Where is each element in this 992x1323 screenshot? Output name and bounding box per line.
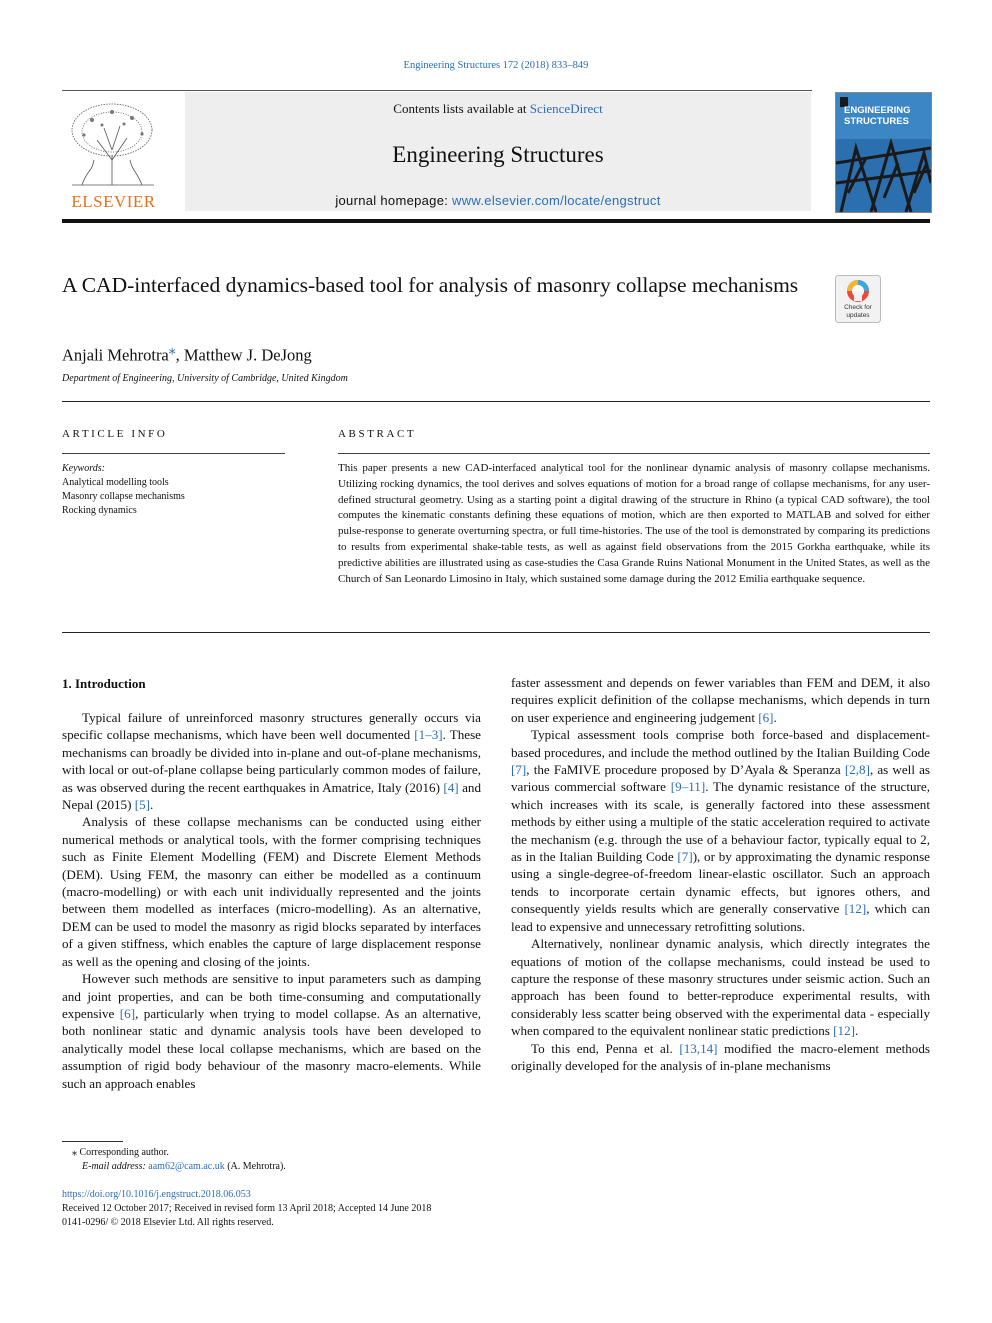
text-run: and Nepal (2015) bbox=[62, 779, 481, 813]
keyword-item: Analytical modelling tools bbox=[62, 477, 169, 488]
abstract-rule bbox=[338, 453, 930, 454]
bibliographic-info bbox=[62, 1188, 431, 1230]
citation-link[interactable]: [12] bbox=[833, 1023, 855, 1039]
paragraph bbox=[511, 726, 930, 935]
citation-link[interactable]: [2,8] bbox=[844, 762, 870, 778]
elsevier-wordmark: ELSEVIER bbox=[71, 192, 156, 211]
article-info-heading: ARTICLE INFO bbox=[62, 428, 168, 440]
citation-link[interactable]: [6] bbox=[758, 709, 774, 725]
header-top-rule bbox=[62, 90, 812, 91]
article-title: A CAD-interfaced dynamics-based tool for analysis of masonry collapse mechanisms bbox=[62, 273, 799, 297]
corresponding-author-note bbox=[62, 1146, 286, 1160]
author-2: Matthew J. DeJong bbox=[183, 345, 312, 365]
text-run: . bbox=[150, 797, 154, 813]
text-run: To this end, Penna et al. bbox=[531, 1040, 680, 1056]
paragraph: Analysis of these collapse mechanisms can be conducted using either numerical methods or analytical tools, with the former comprising techniques such as Finite Element Modelling (FEM) and Discrete Element Methods (DEM). Using FEM, the masonry can either be modelled as a continuum (macro-modelling) or with each unit individually represented and the joints between them modelled as interfaces (micro-modelling). As an alternative, DEM can be used to model the masonry as rigid blocks separated by interfaces of a given stiffness, which enables the capture of large displacement response as well as the opening and closing of the joints. bbox=[62, 814, 481, 969]
email-link[interactable]: aam62@cam.ac.uk bbox=[148, 1161, 225, 1172]
footnote-text: Corresponding author. bbox=[77, 1147, 169, 1158]
keywords-block bbox=[62, 462, 185, 518]
text-run: Typical assessment tools comprise both force-based and displacement-based procedures, and include the method outlined by the Italian Building Code bbox=[511, 727, 930, 760]
cover-title-line2: STRUCTURES bbox=[844, 116, 909, 127]
paragraph bbox=[511, 1040, 930, 1075]
text-run: . bbox=[854, 1023, 859, 1039]
journal-citation-link[interactable]: Engineering Structures 172 (2018) 833–849 bbox=[403, 60, 589, 71]
cover-title-line1: ENGINEERING bbox=[844, 105, 911, 116]
email-note bbox=[62, 1160, 286, 1174]
text-run: faster assessment and depends on fewer variables than FEM and DEM, it also requires explicit definition of the collapse mechanisms, which depends in turn on user experience and engineering judgement bbox=[511, 675, 930, 725]
keyword-item: Rocking dynamics bbox=[62, 505, 137, 516]
contents-line bbox=[185, 101, 811, 117]
text-run: modified the macro-element methods originally developed for the analysis of in-plane mechanisms bbox=[511, 1040, 930, 1073]
journal-cover[interactable] bbox=[835, 92, 932, 213]
author-list bbox=[62, 342, 312, 366]
citation-link[interactable]: [7] bbox=[677, 849, 693, 865]
running-header[interactable] bbox=[0, 60, 992, 71]
abstract-text: This paper presents a new CAD-interfaced analytical tool for the nonlinear dynamic analysis of masonry collapse mechanisms. Utilizing rocking dynamics, the tool derives and solves equations of motion for a broad range of collapse mechanisms, for any user-defined structural geometry. Using as a starting point a digital drawing of the structure in Rhino (a typical CAD software), the tool computes the kinematic constants defining these equations of motion, which are then exported to MATLAB and solved for either pulse-response to generate overturning spectra, or full time-histories. The use of the tool is demonstrated by comparing its predictions to results from experimental shake-table tests, as well as against field observations from the 2015 Gorkha earthquake, while its predictive abilities are illustrated using as case-studies the Casa Grande Ruins National Monument in the United States, as well as the Church of San Leonardo Limosino in Italy, which sustained some damage during the 2012 Emilia earthquake sequence. bbox=[338, 462, 930, 585]
header-thick-rule bbox=[62, 219, 930, 223]
body-column-left bbox=[62, 709, 481, 1092]
paragraph bbox=[62, 970, 481, 1092]
email-label: E-mail address: bbox=[82, 1161, 149, 1172]
citation-link[interactable]: [5] bbox=[134, 797, 151, 813]
cover-title bbox=[844, 105, 911, 127]
journal-homepage bbox=[185, 193, 811, 208]
text-run: , which can lead to expensive and unnecessary retrofitting solutions. bbox=[511, 901, 930, 934]
citation-link[interactable]: [4] bbox=[443, 779, 459, 795]
corresponding-author-mark[interactable]: ⁎ bbox=[168, 342, 176, 357]
text-run: . bbox=[773, 709, 777, 725]
citation-link[interactable]: [6] bbox=[119, 1005, 136, 1021]
crossmark-label-line1: Check for bbox=[844, 304, 872, 311]
email-owner: (A. Mehrotra). bbox=[224, 1161, 286, 1172]
dates-line: Received 12 October 2017; Received in revised form 13 April 2018; Accepted 14 June 2018 bbox=[62, 1203, 432, 1214]
homepage-link[interactable]: www.elsevier.com/locate/engstruct bbox=[452, 193, 661, 208]
keywords-label: Keywords: bbox=[62, 463, 105, 474]
abstract-heading: ABSTRACT bbox=[338, 428, 417, 440]
footnote-rule bbox=[62, 1141, 123, 1142]
rule-above-info bbox=[62, 401, 930, 402]
homepage-prefix: journal homepage: bbox=[335, 193, 453, 208]
text-run: Alternatively, nonlinear dynamic analysis, which directly integrates the equations of motion of the collapse mechanisms, could instead be used to capture the response of these masonry structures under seismic action. Such an approach has been found to better-reproduce experimental results, with considerably less scatter being observed with the experimental data - especially when compared to the equivalent nonlinear static predictions bbox=[511, 936, 930, 1039]
doi-link[interactable]: https://doi.org/10.1016/j.engstruct.2018.06.053 bbox=[62, 1189, 251, 1200]
text-run: , the FaMIVE procedure proposed by D’Ayala & Speranza bbox=[526, 762, 845, 778]
body-column-right bbox=[511, 674, 930, 1074]
check-for-updates-badge[interactable] bbox=[835, 275, 881, 323]
paragraph bbox=[511, 674, 930, 726]
footnote-mark: ⁎ bbox=[72, 1147, 77, 1158]
paragraph bbox=[62, 709, 481, 813]
rule-below-abstract bbox=[62, 632, 930, 633]
section-heading-introduction: 1. Introduction bbox=[62, 676, 146, 691]
text-run: , as well as various commercial software bbox=[511, 762, 931, 795]
citation-link[interactable]: [1–3] bbox=[414, 727, 443, 743]
citation-link[interactable]: [7] bbox=[511, 762, 527, 778]
journal-name: Engineering Structures bbox=[392, 142, 604, 167]
text-run: ), or by approximating the dynamic response using a single-degree-of-freedom linear-elastic oscillator. Such an approach tends to incorporate certain dynamic effects, but ignores others, and consequently yields results which are generally conservative bbox=[511, 849, 930, 917]
copyright-line: 0141-0296/ © 2018 Elsevier Ltd. All rights reserved. bbox=[62, 1217, 274, 1228]
author-separator: , bbox=[175, 345, 184, 365]
paragraph bbox=[511, 935, 930, 1039]
crossmark-label bbox=[835, 304, 881, 319]
sciencedirect-link[interactable]: ScienceDirect bbox=[529, 101, 603, 116]
text-run: . The dynamic resistance of the structure, which increases with its scale, is generally factored into these assessment methods by either using a multiple of the static acceleration required to activate the mechanism (e.g. through the use of a behaviour factor, typically equal to 2, as in the Italian Building Code bbox=[511, 779, 930, 865]
author-1: Anjali Mehrotra bbox=[62, 345, 169, 365]
contents-prefix: Contents lists available at bbox=[393, 101, 530, 116]
text-run: , particularly when trying to model collapse. As an alternative, both nonlinear static and dynamic analysis tools have been developed to analytically model these local collapse mechanisms, which are based on the assumption of rigid body behaviour of the masonry macro-elements. While such an approach enables bbox=[62, 1005, 481, 1091]
text-run: . These mechanisms can broadly be divided into in-plane and out-of-plane mechanisms, with local or out-of-plane collapse being particularly common modes of failure, as was observed during the recent earthquakes in Amatrice, Italy (2016) bbox=[62, 727, 481, 795]
affiliation: Department of Engineering, University of Cambridge, United Kingdom bbox=[62, 373, 348, 384]
text-run: Typical failure of unreinforced masonry structures generally occurs via specific collapse mechanisms, which have been well documented bbox=[62, 710, 481, 743]
footnotes bbox=[62, 1146, 286, 1174]
citation-link[interactable]: [12] bbox=[844, 901, 867, 917]
citation-link[interactable]: [9–11] bbox=[670, 779, 706, 795]
crossmark-label-line2: updates bbox=[846, 311, 870, 319]
text-run: However such methods are sensitive to input parameters such as damping and joint properties, and can be both time-consuming and computationally expensive bbox=[62, 971, 481, 1021]
keyword-item: Masonry collapse mechanisms bbox=[62, 491, 185, 502]
citation-link[interactable]: [13,14] bbox=[679, 1040, 718, 1056]
article-info-rule bbox=[62, 453, 285, 454]
